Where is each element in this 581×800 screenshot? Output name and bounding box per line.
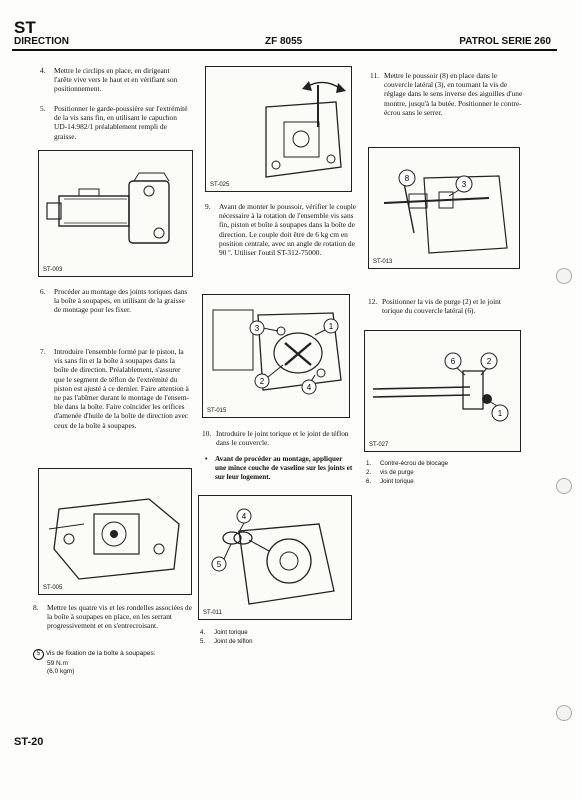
figure-label: ST-003 [43, 267, 63, 273]
callout-2: 2 [259, 377, 265, 386]
step-5: 5. Positionner le garde-poussière sur l'extrémité de la vis sans fin, en utilisant le capuchon UD-14.982/1 préalablement rempli de graisse. [40, 104, 188, 141]
figure-label: ST-005 [43, 585, 63, 591]
vehicle-series: PATROL SERIE 260 [459, 36, 551, 47]
callout-8: 8 [404, 174, 410, 183]
section-title: DIRECTION [14, 36, 69, 47]
callout-1: 1 [328, 322, 334, 331]
figure-label: ST-027 [369, 442, 389, 448]
figure-st-011 [198, 495, 352, 620]
step-7: 7. Introduire l'ensemble formé par le piston, la vis sans fin et la boîte à soupapes dans la boîte de direction. Préalablement, s'assurer que le segment de téflon de l'extrémité du piston est ajusté à ce dernier. Faire attention à ne pas l'abîmer durant le montage de l'ensemble dans la boîte. Faire coïncider les orifices d'amenée d'huile de la boîte de direction avec ceux de la boîte à soupapes. [40, 347, 190, 430]
header-rule [12, 49, 557, 51]
legend-st-011 [200, 628, 253, 646]
figure-label: ST-011 [203, 610, 222, 616]
legend-item: 5. Joint de téflon [200, 638, 253, 645]
legend-item: 4. Joint torique [200, 629, 248, 636]
figure-st-027 [364, 330, 521, 452]
pusher-install-drawing [369, 148, 519, 268]
step-11: 11. Mettre le poussoir (8) en place dans le couvercle latéral (3), en tournant la vis de réglage dans le sens inverse des aiguilles d'une montre, jusqu'à la butée. Positionner le contre-écrou sans le serrer. [370, 71, 523, 117]
punch-hole [556, 268, 572, 284]
legend-item: 1. Contre-écrou de blocage [366, 460, 449, 467]
bullet-note: • Avant de procéder au montage, appliquer une mince couche de vaseline sur les joints et sur leur logement. [205, 455, 353, 481]
cover-seals-drawing [203, 295, 349, 417]
step-9: 9. Avant de monter le poussoir, vérifier le couple nécessaire à la rotation de l'ensemble vis sans fin, piston et boîte à soupapes dans la boîte de direction. Le couple doit être de 6 kg cm en position centrale, avec un angle de rotation de 90 º. Utiliser l'outil ST-312-75000. [205, 202, 357, 258]
figure-st-005 [38, 468, 192, 595]
punch-hole [556, 705, 572, 721]
callout-4: 4 [306, 383, 312, 392]
page-number: ST-20 [14, 736, 44, 748]
figure-label: ST-025 [210, 182, 230, 188]
callout-3: 3 [461, 180, 467, 189]
callout-4: 4 [241, 512, 247, 521]
assembly-insertion-drawing [39, 469, 191, 594]
step-12: 12. Positionner la vis de purge (2) et le joint torique du couvercle latéral (6). [368, 297, 501, 316]
figure-label: ST-015 [207, 408, 227, 414]
callout-5: 5 [33, 649, 44, 660]
figure-st-025 [205, 66, 352, 192]
figure-st-013 [368, 147, 520, 269]
figure-label: ST-013 [373, 259, 393, 265]
legend-item: 2. vis de purge [366, 469, 414, 476]
o-ring-teflon-drawing [199, 496, 351, 619]
step-6: 6. Procéder au montage des joints toriques dans la boîte à soupapes, en utilisant de la graisse de montage pour les fixer. [40, 287, 188, 315]
callout-5: 5 [216, 560, 222, 569]
figure-st-003 [38, 150, 193, 277]
torque-check-drawing [206, 67, 351, 191]
model-code: ZF 8055 [265, 36, 303, 47]
step-4: 4. Mettre le circlips en place, en dirigeant l'arête vive vers le haut et en vérifiant son positionnement. [40, 66, 178, 94]
callout-6: 6 [450, 357, 456, 366]
legend-st-027 [366, 459, 448, 486]
callout-2: 2 [486, 357, 492, 366]
steering-box-drawing [39, 151, 192, 276]
punch-hole [556, 478, 572, 494]
purge-screw-drawing [365, 331, 520, 451]
callout-3: 3 [254, 324, 260, 333]
step-10: 10. Introduire le joint torique et le joint de téflon dans le couvercle. [202, 429, 349, 448]
torque-note: 5 Vis de fixation de la boîte à soupapes: 59 N.m (6,0 kgm) [33, 649, 193, 676]
figure-st-015 [202, 294, 350, 418]
callout-1: 1 [497, 409, 503, 418]
section-code: ST [14, 18, 36, 37]
legend-item: 6. Joint torique [366, 478, 414, 485]
step-8: 8. Mettre les quatre vis et les rondelles associées de la boîte à soupapes en place, en les serrant progressivement et en s'entrecroisant. [33, 603, 192, 631]
